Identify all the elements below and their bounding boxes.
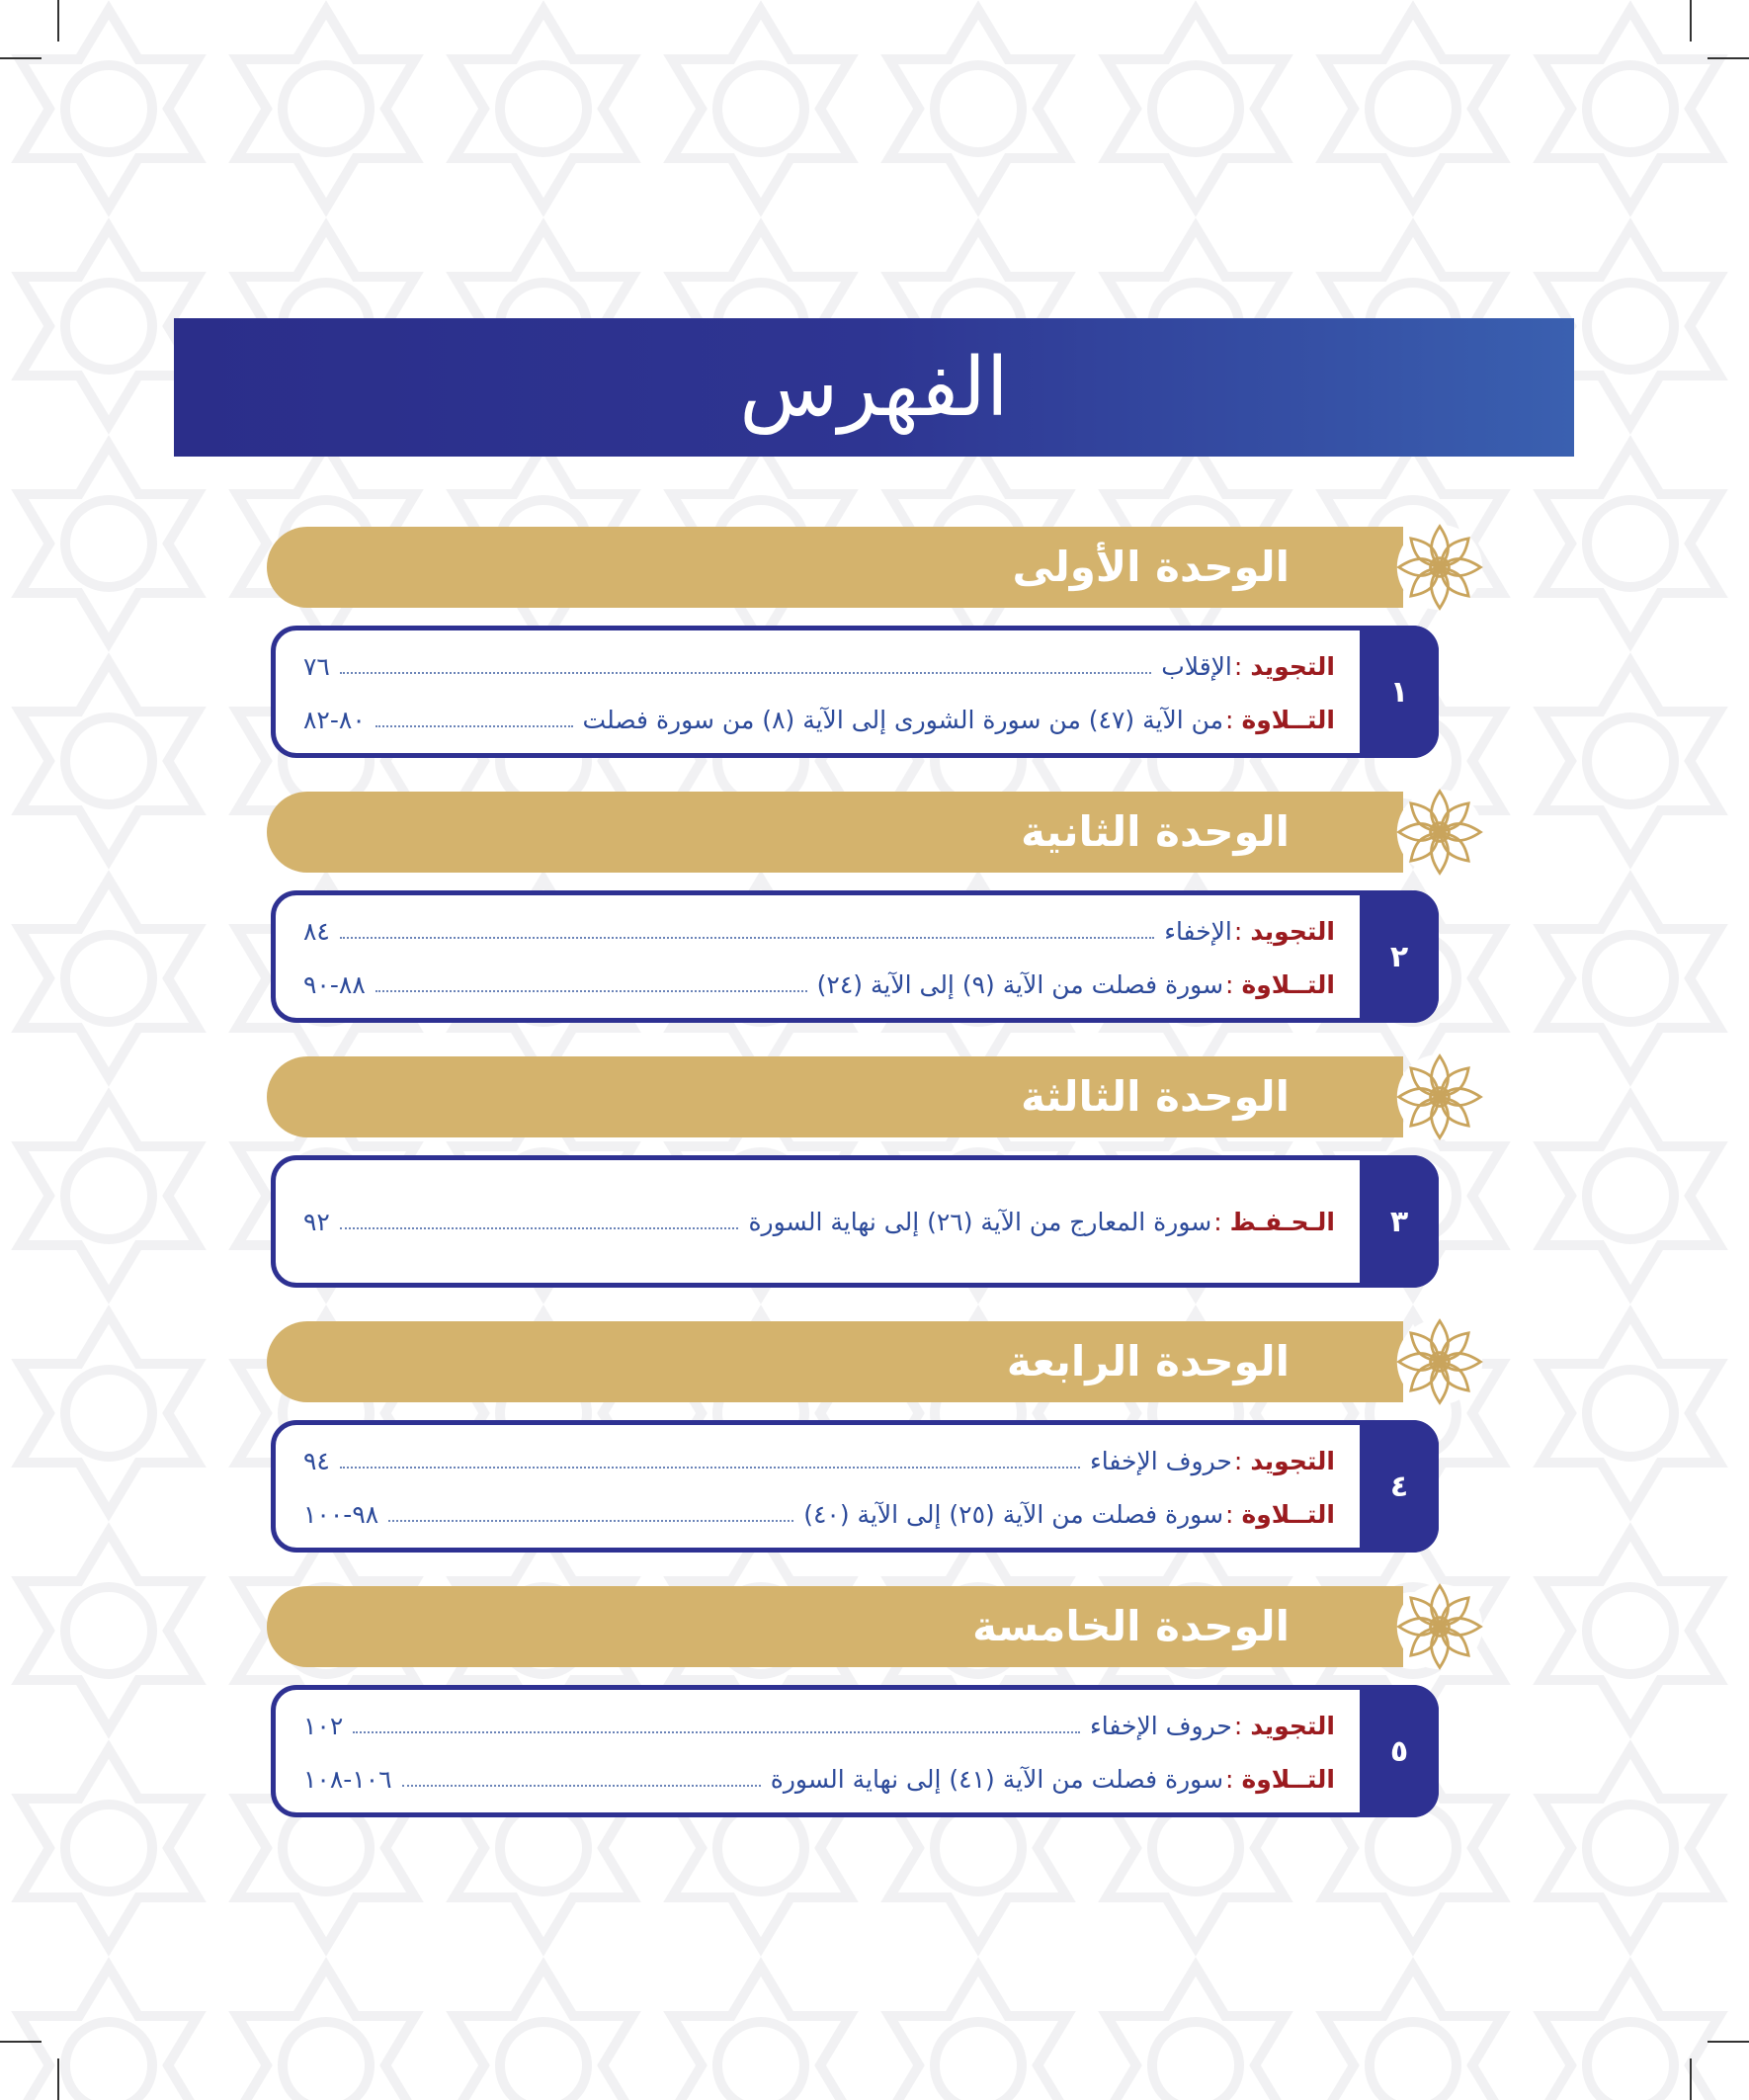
toc-entry[interactable] [303, 644, 1335, 688]
unit-number-tab: ٥ [1360, 1685, 1439, 1817]
dot-leader [353, 1731, 1080, 1733]
label-colon: : [1233, 1446, 1243, 1475]
dot-leader [402, 1785, 761, 1787]
toc-entry[interactable] [303, 698, 1335, 741]
entry-label: التجويد [1250, 1446, 1335, 1475]
crop-mark [0, 2041, 42, 2043]
unit-contents-box [271, 1685, 1439, 1817]
page-number: ٩٢ [303, 1207, 330, 1236]
unit-header [267, 527, 1403, 608]
page-number: ٩٨-١٠٠ [303, 1499, 379, 1529]
page-number: ٨٨-٩٠ [303, 969, 366, 999]
entry-text: حروف الإخفاء [1090, 1446, 1232, 1475]
toc-entry[interactable] [303, 1704, 1335, 1747]
unit-number-tab: ٣ [1360, 1155, 1439, 1288]
dot-leader [375, 725, 573, 727]
entry-text: سورة فصلت من الآية (٩) إلى الآية (٢٤) [816, 969, 1224, 999]
entry-text: الإخفاء [1164, 916, 1232, 946]
label-colon: : [1225, 705, 1234, 734]
label-colon: : [1233, 1711, 1243, 1740]
rosette-icon [1393, 1315, 1486, 1408]
page-number: ٨٤ [303, 916, 330, 946]
entry-label: التــلاوة [1241, 969, 1335, 999]
unit-header [267, 1056, 1403, 1137]
entry-text: حروف الإخفاء [1090, 1711, 1232, 1740]
dot-leader [340, 1467, 1080, 1469]
dot-leader [340, 937, 1154, 939]
unit-title: الوحدة الرابعة [1006, 1337, 1290, 1386]
crop-mark [1690, 2058, 1692, 2100]
unit-number-tab: ٢ [1360, 890, 1439, 1023]
unit-contents-box [271, 626, 1439, 758]
entry-label: التجويد [1250, 651, 1335, 681]
page-number: ٨٠-٨٢ [303, 705, 366, 734]
entry-label: التجويد [1250, 916, 1335, 946]
entry-label: التجويد [1250, 1711, 1335, 1740]
unit-title: الوحدة الأولى [1012, 543, 1290, 591]
entry-label: الـحـفـظ [1229, 1207, 1335, 1236]
crop-mark [0, 57, 42, 59]
unit-number-tab: ١ [1360, 626, 1439, 758]
rosette-icon [1393, 521, 1486, 614]
unit-header [267, 1586, 1403, 1667]
dot-leader [375, 990, 807, 992]
unit-header [267, 792, 1403, 873]
unit-number-tab: ٤ [1360, 1420, 1439, 1553]
rosette-icon [1393, 786, 1486, 879]
label-colon: : [1213, 1207, 1222, 1236]
unit-title: الوحدة الثالثة [1021, 1072, 1290, 1121]
toc-entry[interactable] [303, 1757, 1335, 1801]
unit-contents-box [271, 1420, 1439, 1553]
label-colon: : [1225, 1764, 1234, 1794]
page-title: الفهرس [739, 340, 1009, 435]
entry-text: سورة فصلت من الآية (٤١) إلى نهاية السورة [770, 1764, 1224, 1794]
rosette-icon [1393, 1580, 1486, 1673]
rosette-icon [1393, 1050, 1486, 1143]
toc-entry[interactable] [303, 1492, 1335, 1536]
unit-contents-box [271, 1155, 1439, 1288]
label-colon: : [1225, 1499, 1234, 1529]
page-number: ٩٤ [303, 1446, 330, 1475]
crop-mark [57, 0, 59, 42]
label-colon: : [1225, 969, 1234, 999]
crop-mark [1707, 57, 1749, 59]
entry-text: من الآية (٤٧) من سورة الشورى إلى الآية (٨) من سورة فصلت [582, 705, 1224, 734]
title-banner [174, 318, 1574, 457]
entry-label: التــلاوة [1241, 1499, 1335, 1529]
entry-text: الإقلاب [1161, 651, 1232, 681]
toc-entry[interactable] [303, 1439, 1335, 1482]
page-number: ١٠٢ [303, 1711, 344, 1740]
unit-title: الوحدة الخامسة [972, 1602, 1290, 1650]
unit-title: الوحدة الثانية [1021, 807, 1290, 856]
page-number: ٧٦ [303, 651, 330, 681]
entry-label: التــلاوة [1241, 705, 1335, 734]
crop-mark [1690, 0, 1692, 42]
unit-contents-box [271, 890, 1439, 1023]
unit-header [267, 1321, 1403, 1402]
entry-label: التــلاوة [1241, 1764, 1335, 1794]
entry-text: سورة المعارج من الآية (٢٦) إلى نهاية السورة [748, 1207, 1212, 1236]
toc-entry[interactable] [303, 963, 1335, 1006]
entry-text: سورة فصلت من الآية (٢٥) إلى الآية (٤٠) [803, 1499, 1224, 1529]
toc-entry[interactable] [303, 909, 1335, 953]
label-colon: : [1233, 916, 1243, 946]
crop-mark [57, 2058, 59, 2100]
label-colon: : [1233, 651, 1243, 681]
page-number: ١٠٦-١٠٨ [303, 1764, 392, 1794]
dot-leader [388, 1520, 793, 1522]
dot-leader [340, 672, 1151, 674]
toc-entry[interactable] [303, 1200, 1335, 1243]
crop-mark [1707, 2041, 1749, 2043]
dot-leader [340, 1227, 739, 1229]
